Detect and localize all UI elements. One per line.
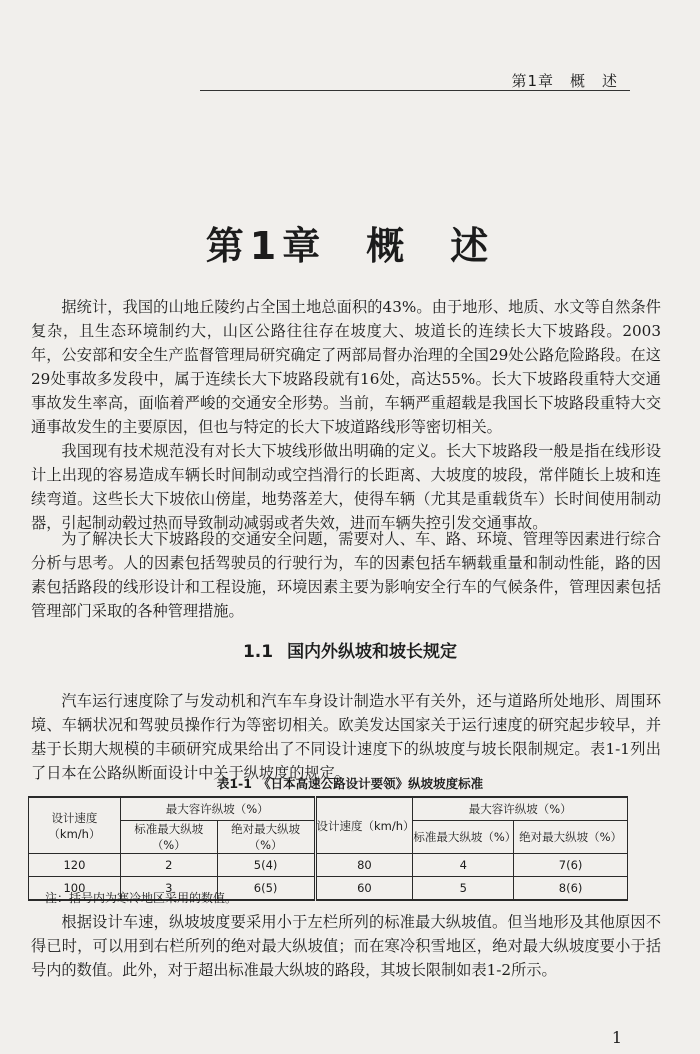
section-number: 1.1: [242, 642, 274, 662]
chapter-word-2: 述: [450, 224, 495, 268]
cell-std: 3: [120, 877, 217, 901]
table-note: 注：括号内为寒冷地区采用的数值。: [45, 891, 238, 905]
chapter-title: [0, 215, 700, 270]
table-row: [29, 854, 628, 877]
cell-abs: 8(6): [514, 877, 628, 901]
header-speed-right: 设计速度（km/h）: [315, 797, 413, 854]
cell-speed: 60: [315, 877, 413, 901]
chapter-word-1: 概: [366, 224, 411, 268]
header-std-right: 标准最大纵坡（%）: [413, 821, 514, 854]
table-header-row: [29, 797, 628, 821]
slope-standard-table: [28, 796, 628, 901]
header-std-left: 标准最大纵坡（%）: [120, 821, 217, 854]
paragraph-1: 据统计，我国的山地丘陵约占全国土地总面积的43%。由于地形、地质、水文等自然条件复杂，且生态环境制约大，山区公路往往存在坡度大、坡道长的连续长大下坡路段。2003年，公安部和安全生产监督管理局研究确定了两部局督办治理的全国29处公路危险路段。在这29处事故多发段中，属于连续长大下坡路段就有16处，高达55%。长大下坡路段重特大交通事故发生率高，面临着严峻的交通安全形势。当前，车辆严重超载是我国长下坡路段重特大交通事故发生的主要原因，但也与特定的长大下坡道路线形等密切相关。: [31, 298, 661, 436]
cell-std: 5: [413, 877, 514, 901]
cell-speed: 80: [315, 854, 413, 877]
paragraph-2: 我国现有技术规范没有对长大下坡线形做出明确的定义。长大下坡路段一般是指在线形设计上出现的容易造成车辆长时间制动或空挡滑行的长距离、大坡度的坡段，常伴随长上坡和连续弯道。这些长大下坡依山傍崖，地势落差大，使得车辆（尤其是重载货车）长时间使用制动器，引起制动毂过热而导致制动减弱或者失效，进而车辆失控引发交通事故。: [31, 442, 661, 532]
header-group-left: 最大容许纵坡（%）: [120, 797, 315, 821]
cell-std: 4: [413, 854, 514, 877]
paragraph-3: 为了解决长大下坡路段的交通安全问题，需要对人、车、路、环境、管理等因素进行综合分析与思考。人的因素包括驾驶员的行驶行为，车的因素包括车辆载重量和制动性能，路的因素包括路段的线形设计和工程设施，环境因素主要为影响安全行车的气候条件，管理因素包括管理部门采取的各种管理措施。: [31, 530, 661, 620]
cell-speed: 120: [29, 854, 121, 877]
header-group-right: 最大容许纵坡（%）: [413, 797, 628, 821]
cell-abs: 6(5): [217, 877, 315, 901]
header-abs-right: 绝对最大纵坡（%）: [514, 821, 628, 854]
paragraph-4: 汽车运行速度除了与发动机和汽车车身设计制造水平有关外，还与道路所处地形、周围环境、车辆状况和驾驶员操作行为等密切相关。欧美发达国家关于运行速度的研究起步较早，并基于长期大规模的丰硕研究成果给出了不同设计速度下的纵坡度与坡长限制规定。表1-1列出了日本在公路纵断面设计中关于纵坡度的规定。: [31, 692, 661, 782]
header-speed-left: 设计速度（km/h）: [29, 797, 121, 854]
paragraph-5: 根据设计车速，纵坡坡度要采用小于左栏所列的标准最大纵坡值。但当地形及其他原因不得已时，可以用到右栏所列的绝对最大纵坡值；而在寒冷积雪地区，绝对最大纵坡度要小于括号内的数值。此外，对于超出标准最大纵坡的路段，其坡长限制如表1-2所示。: [31, 913, 661, 979]
chapter-number: 第1章: [205, 224, 327, 268]
running-head-text: 第1章 概 述: [511, 72, 618, 90]
table-caption: 表1-1 《日本高速公路设计要领》纵坡坡度标准: [216, 776, 484, 791]
cell-abs: 7(6): [514, 854, 628, 877]
cell-std: 2: [120, 854, 217, 877]
cell-speed: 100: [29, 877, 121, 901]
header-abs-left: 绝对最大纵坡（%）: [217, 821, 315, 854]
running-head: [200, 68, 630, 91]
section-title-text: 国内外纵坡和坡长规定: [287, 642, 458, 662]
cell-abs: 5(4): [217, 854, 315, 877]
page-number: 1: [611, 1028, 622, 1047]
section-heading: [0, 637, 700, 662]
